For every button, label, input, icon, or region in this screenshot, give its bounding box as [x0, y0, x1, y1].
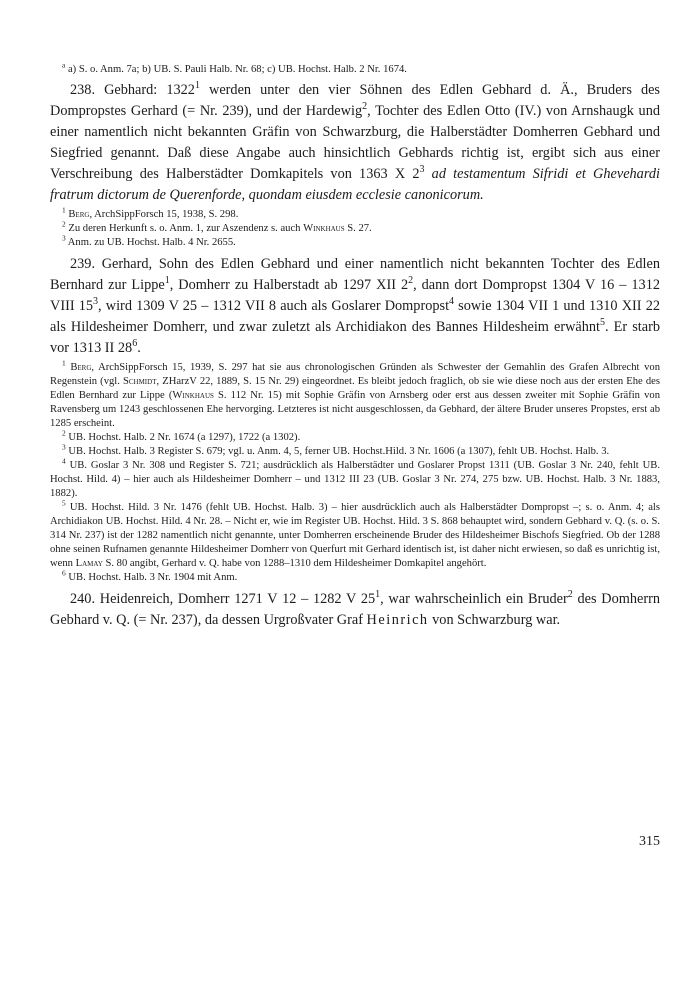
footnote: $^2$ Zu deren Herkunft s. o. Anm. 1, zur Aszendenz s. auch Winkhaus S. 27.	[62, 219, 372, 234]
entry-240	[50, 589, 660, 631]
footnote: $^3$ Anm. zu UB. Hochst. Halb. 4 Nr. 2655.	[62, 233, 236, 248]
entry-238-text: 238. Gebhard: 1322$^1$ werden unter den vier Söhnen des Edlen Gebhard d. Ä., Bruders des Dompropstes Gerhard (= Nr. 239), und der Hardewig$^2$, Tochter des Edlen Otto (IV.) von Arnshaugk und einer namentlich nicht bekannten Gräfin von Schwarzburg, die Halberstädter Domherren Gebhard und Siegfried genannt. Daß diese Angabe auch hinsichtlich Gebhards richtig ist, ergibt sich aus einer Verschreibung des Halberstädter Domkapitels von 1363 X $2^3$ ad testamentum Sifridi et Ghevehardi fratrum dictorum de Querenforde, quondam eiusdem ecclesie canonicorum.	[50, 79, 660, 203]
footnote: $^1$ Berg, ArchSippForsch 15, 1938, S. 298.	[62, 205, 239, 220]
page-number: 315	[639, 834, 660, 849]
entry-240-text: 240. Heidenreich, Domherr 1271 V 12 – 1282 V $25^1$, war wahrscheinlich ein Bruder$^2$ des Domherrn Gebhard v. Q. (= Nr. 237), da dessen Urgroßvater Graf Heinrich von Schwarzburg war.	[50, 588, 660, 628]
footnote: $^6$ UB. Hochst. Halb. 3 Nr. 1904 mit Anm.	[62, 568, 238, 583]
footnote: $^2$ UB. Hochst. Halb. 2 Nr. 1674 (a 1297), 1722 (a 1302).	[62, 428, 301, 443]
footnote: $^5$ UB. Hochst. Hild. 3 Nr. 1476 (fehlt UB. Hochst. Halb. 3) – hier ausdrücklich auch als Halberstädter Dompropst –; s. o. Anm. 4; als Archidiakon UB. Hochst. Hild. 4 Nr. 28. – Nicht er, wie im Register UB. Hochst. Hild. 3 S. 868 behauptet wird, sondern Gebhard v. Q. (s. o. S. 314 Nr. 237) ist der 1282 namentlich nicht genannte, unter Domherren erscheinende Bruder des Hildesheimer Bischofs Siegfried. Ob der 1288 ohne seinen Rufnamen genannte Hildesheimer Domherr von Querfurt mit Gerhard identisch ist, ist daher nicht erwiesen, so daß es unrichtig ist, wenn Lamay S. 80 angibt, Gerhard v. Q. habe von 1288–1310 dem Hildesheimer Domkapitel angehört.	[50, 498, 660, 569]
entry-239	[50, 254, 660, 359]
footnote: $^4$ UB. Goslar 3 Nr. 308 und Register S. 721; ausdrücklich als Halberstädter und Goslarer Propst 1311 (UB. Goslar 3 Nr. 240, fehlt UB. Hochst. Hild. 4) – hier auch als Hildesheimer Domherr – und 1312 III 23 (UB. Goslar 3 Nr. 274, 275 bzw. UB. Hochst. Halb. 3 Nr. 1883, 1882).	[50, 456, 661, 499]
footnotes-239	[50, 358, 661, 585]
footnotes-238	[50, 205, 660, 250]
footnote: $^1$ Berg, ArchSippForsch 15, 1939, S. 297 hat sie aus chronologischen Gründen als Schwester der Gemahlin des Grafen Albrecht von Regenstein (vgl. Schmidt, ZHarzV 22, 1889, S. 15 Nr. 29) eingeordnet. Es bleibt jedoch fraglich, ob sie wie diese noch aus der ersten Ehe des Edlen Bernhard zur Lippe (Winkhaus S. 112 Nr. 15) mit Sophie Gräfin von Arnsberg oder erst aus dessen zweiter mit Sophie Gräfin von Ravensberg um 1243 geschlossenen Ehe hervorging. Letzteres ist nicht ausgeschlossen, da Gebhard, der ältere Bruder unseres Propstes, erst ab 1285 erscheint.	[50, 358, 660, 429]
top-footnote: $^a$ a) S. o. Anm. 7a; b) UB. S. Pauli Halb. Nr. 68; c) UB. Hochst. Halb. 2 Nr. 1674.	[62, 60, 407, 75]
footnote: $^3$ UB. Hochst. Halb. 3 Register S. 679; vgl. u. Anm. 4, 5, ferner UB. Hochst.Hild. 3 Nr. 1606 (a 1307), fehlt UB. Hochst. Halb. 3.	[62, 442, 610, 457]
page	[50, 52, 661, 849]
entry-239-text: 239. Gerhard, Sohn des Edlen Gebhard und einer namentlich nicht bekannten Tochter des Edlen Bernhard zur Lippe$^1$, Domherr zu Halberstadt ab 1297 XII $2^2$, dann dort Dompropst 1304 V 16 – 1312 VIII $15^3$, wird 1309 V 25 – 1312 VII 8 auch als Goslarer Dompropst$^4$ sowie 1304 VII 1 und 1310 XII 22 als Hildesheimer Domherr, und zwar zuletzt als Archidiakon des Bannes Hildesheim erwähnt$^5$. Er starb vor 1313 II $28^6$.	[50, 255, 660, 356]
entry-238	[50, 80, 660, 206]
